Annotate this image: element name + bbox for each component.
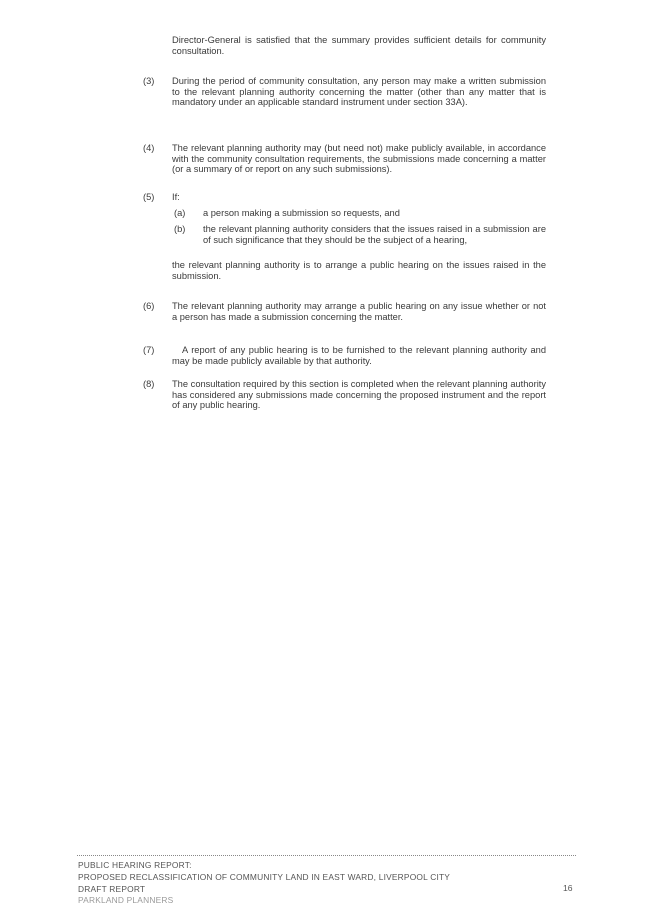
sub-item-b-text: the relevant planning authority considers that the issues raised in a submission are of such significance that they should be the subject of a hearing, — [203, 224, 546, 245]
clause-7-number: (7) — [143, 345, 155, 355]
page-number: 16 — [563, 883, 573, 893]
clause-5-tail: the relevant planning authority is to arrange a public hearing on the issues raised in the submission. — [172, 260, 546, 281]
clause-3-number: (3) — [143, 76, 155, 86]
footer-divider — [77, 855, 576, 856]
clause-8-number: (8) — [143, 379, 155, 389]
sub-item-b-number: (b) — [174, 224, 186, 234]
clause-7-text: A report of any public hearing is to be furnished to the relevant planning authority and may be made publicly available by that authority. — [172, 345, 546, 366]
clause-4-text: The relevant planning authority may (but need not) make publicly available, in accordance with the community consultation requirements, the submissions made concerning a matter (or a summary of or report on any such submissions). — [172, 143, 546, 175]
footer-author: PARKLAND PLANNERS — [78, 895, 174, 905]
sub-item-a-text: a person making a submission so requests, and — [203, 208, 400, 218]
clause-3-text: During the period of community consultation, any person may make a written submission to the relevant planning authority concerning the matter (other than any matter that is mandatory under an applicable standard instrument under section 33A). — [172, 76, 546, 108]
clause-6-text: The relevant planning authority may arrange a public hearing on any issue whether or not a person has made a submission concerning the matter. — [172, 301, 546, 322]
clause-4-number: (4) — [143, 143, 155, 153]
footer-report-label: PUBLIC HEARING REPORT: — [78, 860, 192, 870]
clause-5-text: If: — [172, 192, 180, 202]
footer-report-title: PROPOSED RECLASSIFICATION OF COMMUNITY LAND IN EAST WARD, LIVERPOOL CITY — [78, 872, 451, 882]
sub-item-a-number: (a) — [174, 208, 186, 218]
footer-draft-label: DRAFT REPORT — [78, 884, 146, 894]
clause-5-number: (5) — [143, 192, 155, 202]
clause-6-number: (6) — [143, 301, 155, 311]
clause-8-text: The consultation required by this section is completed when the relevant planning authority has considered any submissions made concerning the proposed instrument and the report of any public hearing. — [172, 379, 546, 411]
continued-paragraph: Director-General is satisfied that the summary provides sufficient details for community consultation. — [172, 35, 546, 56]
